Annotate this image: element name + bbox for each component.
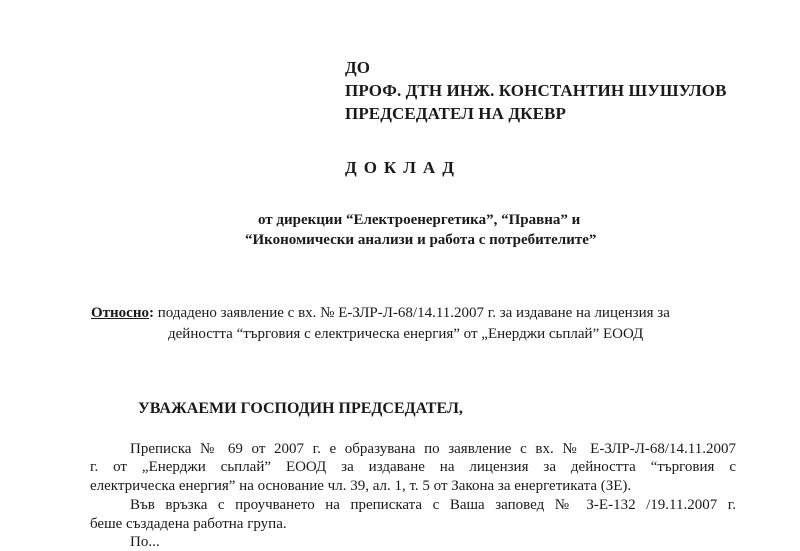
body-p1-line-3: електрическа енергия” на основание чл. 39, ал. 1, т. 5 от Закона за енергетиката (ЗЕ).: [90, 478, 632, 494]
document-title: ДОКЛАД: [345, 158, 461, 177]
regarding-label: Относно: [91, 305, 149, 321]
body-p2-line-2: беше създадена работна група.: [90, 516, 287, 532]
from-line-2: “Икономически анализи и работа с потребителите”: [245, 232, 597, 248]
regarding-text-1: подадено заявление с вх. № Е-ЗЛР-Л-68/14.11.2007 г. за издаване на лицензия за: [157, 305, 670, 321]
regarding-colon: :: [148, 305, 154, 321]
from-line-1: от дирекции “Електроенергетика”, “Правна” и: [258, 212, 581, 228]
body-p1-line-1: Преписка № 69 от 2007 г. е образувана по заявление с вх. № Е-ЗЛР-Л-68/14.11.2007: [130, 441, 736, 457]
body-p3-line-1: По...: [130, 534, 160, 550]
body-p2-line-1: Във връзка с проучването на преписката с Ваша заповед № З-Е-132 /19.11.2007 г.: [130, 497, 736, 513]
body-p1-line-2: г. от „Енерджи сьплай” ЕООД за издаване на лицензия за дейността “търговия с: [90, 459, 736, 475]
regarding-line-1: [91, 305, 670, 322]
addressee-name: ПРОФ. ДТН ИНЖ. КОНСТАНТИН ШУШУЛОВ: [345, 81, 727, 100]
regarding-line-2: дейността “търговия с електрическа енергия” от „Енерджи сьплай” ЕООД: [168, 326, 644, 342]
salutation: УВАЖАЕМИ ГОСПОДИН ПРЕДСЕДАТЕЛ,: [138, 400, 463, 417]
addressee-to: ДО: [345, 58, 371, 77]
addressee-position: ПРЕДСЕДАТЕЛ НА ДКЕВР: [345, 104, 566, 123]
